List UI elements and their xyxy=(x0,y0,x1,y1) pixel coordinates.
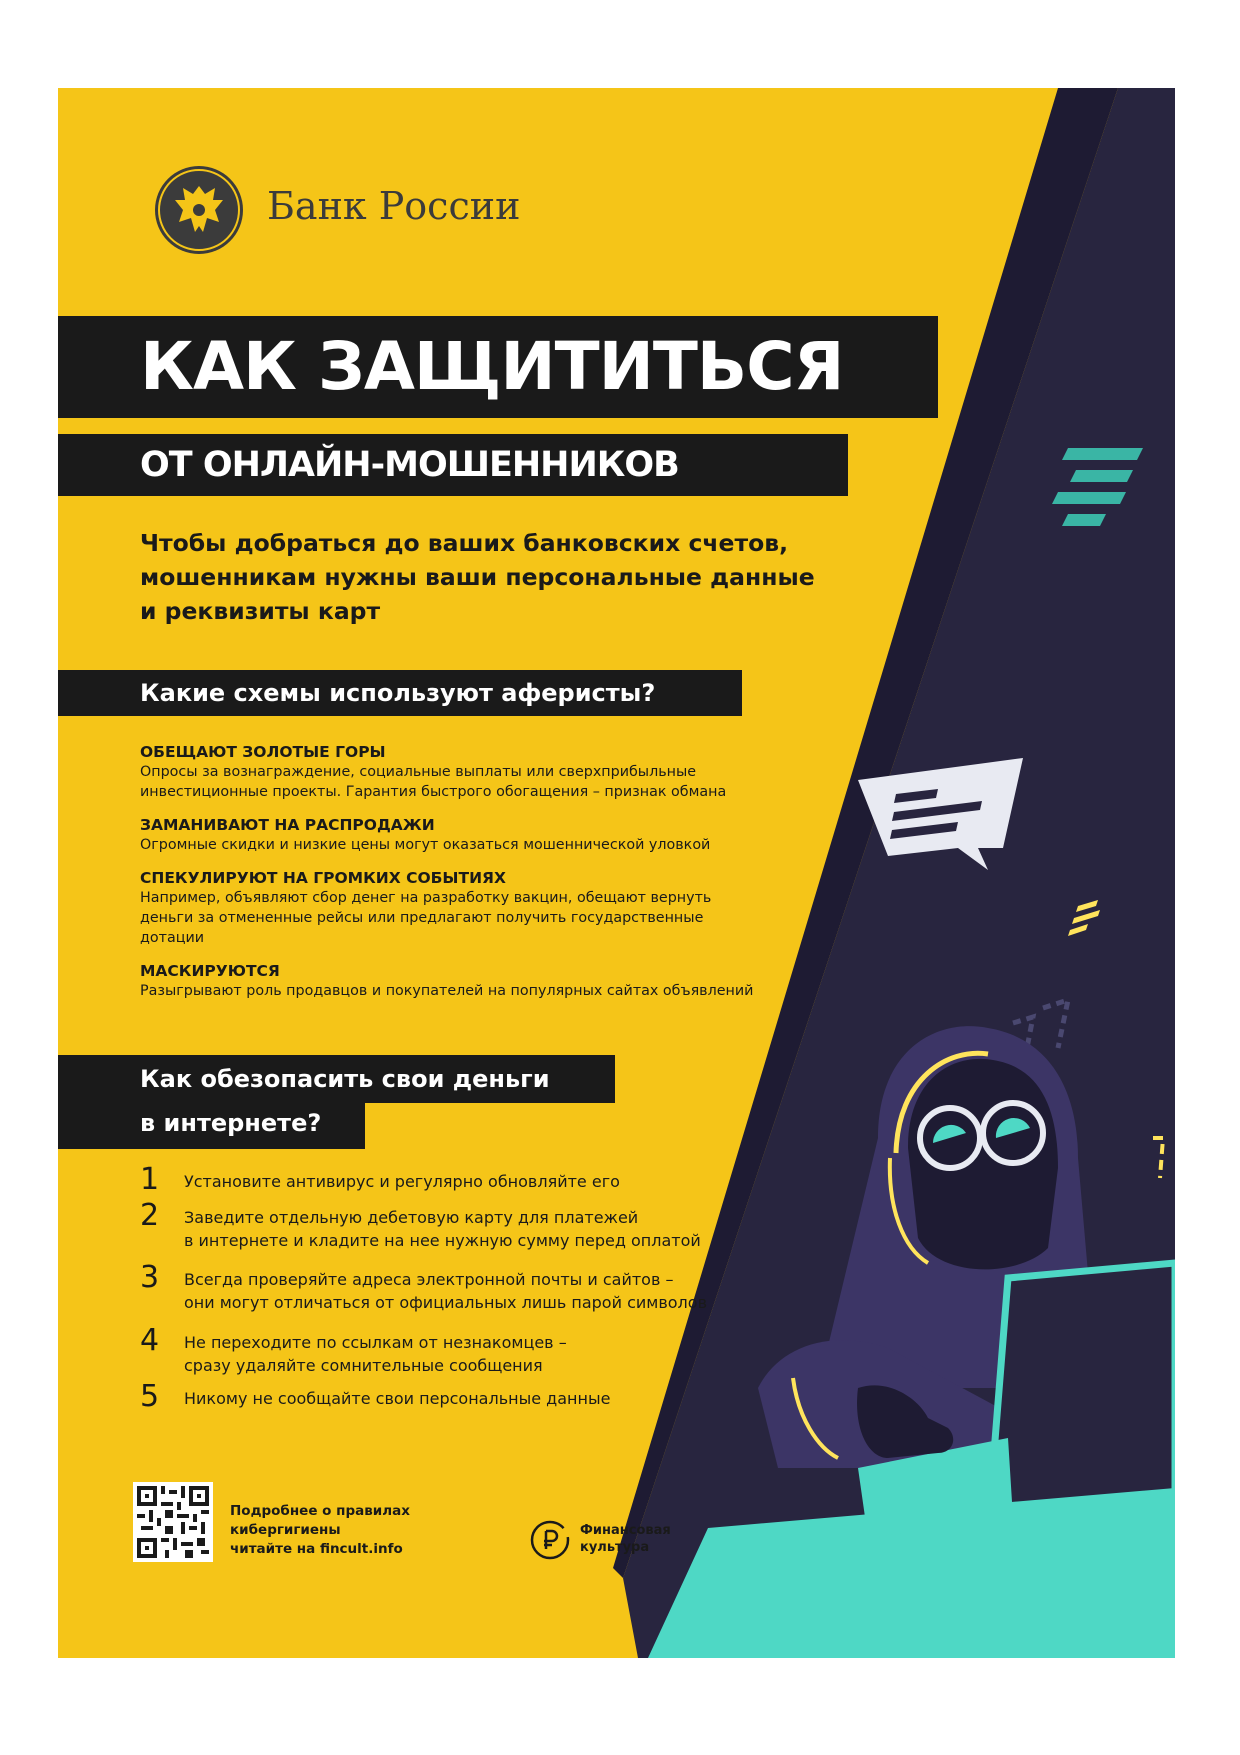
tip-number: 1 xyxy=(140,1162,160,1197)
protection-heading: Как обезопасить свои деньги xyxy=(58,1055,615,1103)
fin-line: Финансовая xyxy=(580,1523,671,1538)
scheme-item xyxy=(140,961,800,1001)
scheme-item xyxy=(140,868,800,948)
scheme-description: Опросы за вознаграждение, социальные выплаты или сверхприбыльные xyxy=(140,764,697,780)
tip-line: они могут отличаться от официальных лишь парой символов xyxy=(184,1293,707,1312)
main-title: КАК ЗАЩИТИТЬСЯ xyxy=(58,316,938,418)
caption-line: Подробнее о правилах xyxy=(230,1503,410,1519)
tip-line: сразу удаляйте сомнительные сообщения xyxy=(184,1356,543,1375)
bank-of-russia-logo xyxy=(155,166,595,256)
scheme-description: Например, объявляют сбор денег на разработку вакцин, обещают вернуть xyxy=(140,890,712,906)
schemes-list xyxy=(140,742,800,1014)
tip-line: Никому не сообщайте свои персональные данные xyxy=(184,1389,611,1408)
intro-line: и реквизиты карт xyxy=(140,597,381,625)
tip-text xyxy=(184,1206,744,1252)
tip-text xyxy=(184,1170,744,1193)
subtitle: ОТ ОНЛАЙН-МОШЕННИКОВ xyxy=(58,434,848,496)
intro-text xyxy=(140,526,840,628)
tip-text xyxy=(184,1331,744,1377)
financial-culture-logo xyxy=(528,1518,698,1562)
tip-line: в интернете и кладите на нее нужную сумму перед оплатой xyxy=(184,1231,701,1250)
tip-number: 5 xyxy=(140,1379,160,1414)
fin-line: культура xyxy=(580,1540,650,1555)
intro-line: мошенникам нужны ваши персональные данные xyxy=(140,563,815,591)
scheme-title: ЗАМАНИВАЮТ НА РАСПРОДАЖИ xyxy=(140,816,435,834)
qr-code-icon[interactable] xyxy=(133,1482,213,1562)
scheme-title: ОБЕЩАЮТ ЗОЛОТЫЕ ГОРЫ xyxy=(140,743,386,761)
financial-culture-text xyxy=(580,1522,671,1556)
logo-text: Банк России xyxy=(267,184,521,228)
tip-line: Не переходите по ссылкам от незнакомцев – xyxy=(184,1333,567,1352)
scheme-description: Разыгрывают роль продавцов и покупателей на популярных сайтах объявлений xyxy=(140,983,754,999)
qr-caption xyxy=(230,1502,470,1559)
tip-number: 3 xyxy=(140,1260,160,1295)
scheme-item xyxy=(140,742,800,802)
scheme-title: МАСКИРУЮТСЯ xyxy=(140,962,280,980)
scheme-title: СПЕКУЛИРУЮТ НА ГРОМКИХ СОБЫТИЯХ xyxy=(140,869,506,887)
protection-heading: в интернете? xyxy=(58,1103,365,1149)
tip-line: Заведите отдельную дебетовую карту для платежей xyxy=(184,1208,639,1227)
caption-line: читайте на fincult.info xyxy=(230,1541,403,1557)
scheme-item xyxy=(140,815,800,855)
poster xyxy=(58,88,1175,1658)
scheme-description: деньги за отмененные рейсы или предлагают получить государственные xyxy=(140,910,704,926)
tip-text xyxy=(184,1268,744,1314)
tip-line: Установите антивирус и регулярно обновляйте его xyxy=(184,1172,620,1191)
scheme-description: дотации xyxy=(140,930,205,946)
schemes-heading: Какие схемы используют аферисты? xyxy=(58,670,742,716)
scheme-description: Огромные скидки и низкие цены могут оказаться мошеннической уловкой xyxy=(140,837,711,853)
intro-line: Чтобы добраться до ваших банковских счетов, xyxy=(140,529,789,557)
caption-line: кибергигиены xyxy=(230,1522,341,1538)
ruble-circle-icon xyxy=(528,1518,572,1562)
tip-text xyxy=(184,1387,744,1410)
tip-line: Всегда проверяйте адреса электронной почты и сайтов – xyxy=(184,1270,674,1289)
double-headed-eagle-icon xyxy=(155,166,243,254)
scheme-description: инвестиционные проекты. Гарантия быстрого обогащения – признак обмана xyxy=(140,784,727,800)
tip-number: 2 xyxy=(140,1198,160,1233)
tip-number: 4 xyxy=(140,1323,160,1358)
